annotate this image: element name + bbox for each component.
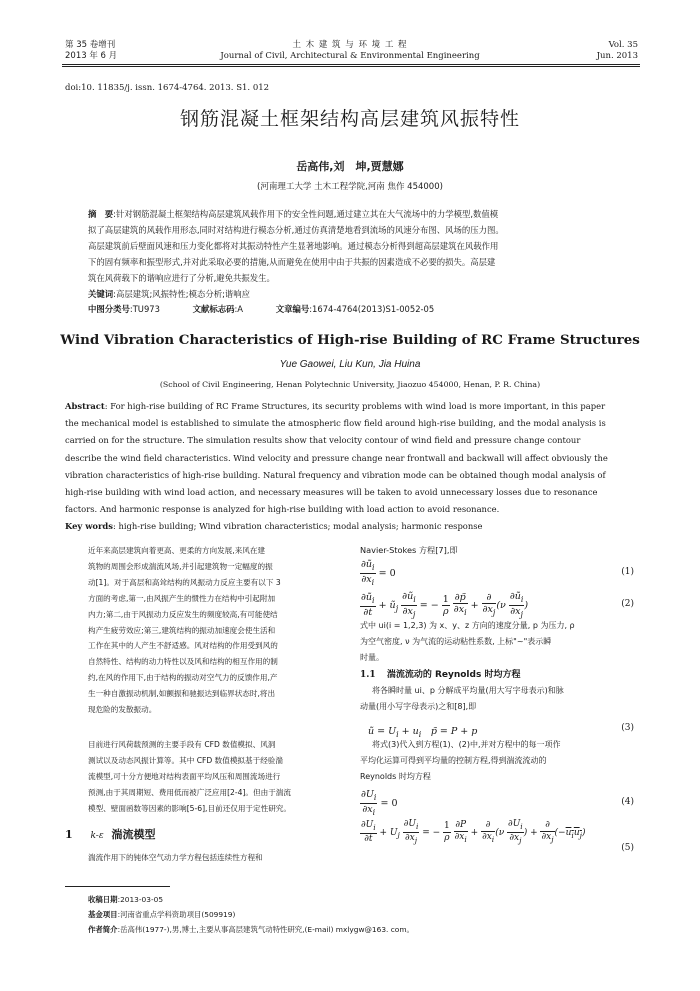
author-bio-label: 作者简介 [88,925,118,934]
intro-line-11: 现危险的发散振动。 [88,705,157,715]
authors-en: Yue Gaowei, Liu Kun, Jia Huina [279,359,421,370]
abstract-en-line-4: describe the wind field characteristics. Wind velocity and pressure change near frontwall and backwall will affect obviously the [65,452,608,463]
classification-line [88,302,616,318]
equation-1: $\frac{\partial ũ_i}{\partial x_i}$ = 0 (1) [361,559,634,587]
received-value: :2013-03-05 [117,895,164,904]
abstract-en-line-6: high-rise building with wind load action, and necessary measures will be taken to avoid unnecessary losses due to resonance [65,487,598,498]
equation-5-number: (5) [621,843,634,853]
header-rule-2 [62,66,640,67]
doc-code-label: 文献标志码 [192,304,235,315]
left-column-methods [88,737,338,817]
abstract-en-line-7: factors. And harmonic response is analyzed for high-rise building with load action to avoid resonance. [65,504,500,515]
equation-1-number: (1) [621,567,634,577]
header-date-zh: 2013 年 6 月 [65,51,118,61]
methods-line-1: 目前进行风荷载预测的主要手段有 CFD 数值模拟、风洞 [88,740,276,749]
keywords-zh-text: :高层建筑;风振特性;模态分析;谐响应 [113,288,251,299]
abstract-zh-line-1: :针对钢筋混凝土框架结构高层建筑风载作用下的安全性问题,通过建立其在大气流场中的力学模型,数值模 [113,209,499,219]
abstract-zh-line-4: 下的固有频率和振型形式,并对此采取必要的措施,从而避免在使用中由于共振的因素造成不必要的损失。高层建 [88,256,496,267]
section-1-title: 湍流模型 [111,828,156,841]
subsection-1-1-text [360,683,634,715]
sub11-line-2: 动量(用小写字母表示)之和[8],即 [360,701,477,711]
header-date-en: Jun. 2013 [596,51,638,61]
article-number-label: 文章编号 [275,304,310,315]
section-1-text: 湍流作用下的钝体空气动力学方程包括连续性方程和 [88,853,263,862]
keywords-en-text: : high-rise building; Wind vibration characteristics; modal analysis; harmonic response [112,521,483,532]
clc-value: :TU973 [129,304,160,315]
section-1-heading [65,826,156,842]
abstract-en-line-3: carried on for the structure. The simulation results show that velocity contour of wind field and pressure change contour [65,435,581,446]
equation-2: $\frac{\partial ũ_i}{\partial t}$ + $ũ_j$ $\frac{\partial ũ_i}{\partial x_j}$ = − $\frac{1}{\rho}$ $\frac{\partial p̃}{\partial x_i}$ + $\frac{\partial}{\partial x_j}$ (ν $\frac{\partial ũ_i}{\partial x_j}$ ) (2) [361,591,634,619]
fund-label: 基金项目 [88,910,118,919]
equation-4-number: (4) [621,797,634,807]
abstract-zh-line-2: 拟了高层建筑的风载作用形态,同时对结构进行模态分析,通过仿真清楚地看到流场的风速分布图、风场的压力图。 [88,224,504,235]
author-bio-value: :岳高伟(1977-),男,博士,主要从事高层建筑气动特性研究,(E-mail) mxlygw@163. com。 [117,925,414,934]
after3-line-2: 平均化运算可得到平均量的控制方程,得到湍流流动的 [360,755,547,765]
abstract-zh-label: 摘 要 [88,209,114,219]
ns-intro: Navier-Stokes 方程[7],即 [360,545,458,555]
after3-line-1: 将式(3)代入到方程(1)、(2)中,并对方程中的每一项作 [372,740,561,749]
header-journal-zh: 土 木 建 筑 与 环 境 工 程 [292,40,408,50]
header-journal-en: Journal of Civil, Architectural & Environmental Engineering [220,51,480,61]
equation-4: $\frac{\partial U_i}{\partial x_i}$ = 0 (4) [361,789,634,817]
right-column [360,543,634,853]
where-line-1: 式中 ui(i = 1,2,3) 为 x、y、z 方向的速度分量, p 为压力, ρ [360,621,575,630]
doc-code-value: :A [234,304,244,315]
intro-line-7: 工作在其中的人产生不舒适感。风对结构的作用受到风的 [88,641,278,651]
intro-line-9: 约,在风的作用下,由于结构的振动对空气力的反馈作用,产 [88,673,278,683]
header-volume-en: Vol. 35 [608,40,638,50]
doi: doi:10. 11835/j. issn. 1674-4764. 2013. S1. 012 [65,83,270,93]
keywords-zh-label: 关键词 [88,288,114,299]
intro-line-6: 构产生疲劳效应;第三,建筑结构的振动加速度会使生活和 [88,625,276,635]
header-rule [62,64,640,65]
methods-line-3: 流模型,可十分方便地对结构表面平均风压和周围流场进行 [88,771,281,781]
where-line-2: 为空气密度, ν 为气流的运动粘性系数, 上标"~"表示瞬 [360,636,552,646]
abstract-en-line-2: the mechanical model is established to simulate the atmospheric flow field around high-rise building, and the modal analysis is [65,418,606,429]
received-label: 收稿日期 [88,895,118,904]
abstract-en-label: Abstract [65,401,105,411]
title-zh: 钢筋混凝土框架结构高层建筑风振特性 [179,108,520,130]
intro-line-3: 动[1]。对于高层和高耸结构的风振动力反应主要有以下 3 [88,577,281,587]
fund-value: :河南省重点学科资助项目(509919) [117,910,236,919]
abstract-en-line-1: : For high-rise building of RC Frame Structures, its security problems with wind load is more important, in this paper [104,401,606,411]
title-en: Wind Vibration Characteristics of High-rise Building of RC Frame Structures [60,332,640,348]
abstract-zh [88,207,616,318]
affiliation-zh: (河南理工大学 土木工程学院,河南 焦作 454000) [257,182,443,192]
left-column-intro [88,543,338,718]
equation-3-number: (3) [621,723,634,733]
equation-3: ũ = $U_i + u_i$ p̃ = P + p (3) [368,723,634,739]
footnote-rule [65,886,170,887]
authors-zh: 岳高伟,刘 坤,贾慧娜 [296,160,404,173]
subsection-1-1-heading [360,667,520,680]
after-eq3-text [360,737,634,785]
where-line-3: 时量。 [360,652,384,662]
clc-label: 中图分类号 [88,304,130,315]
section-1-number: 1 [65,828,73,841]
abstract-en [65,398,633,536]
intro-line-10: 生一种自激振动机制,如颤振和驰振达到临界状态时,将出 [88,689,276,699]
intro-line-2: 筑物的周围会形成湍流风场,并引起建筑物一定幅度的振 [88,561,273,571]
subsection-1-1-title: 湍流流动的 Reynolds 时均方程 [386,670,521,680]
methods-line-4: 预测,由于其周期短、费用低而被广泛应用[2-4]。但由于湍流 [88,787,291,797]
after3-line-3: Reynolds 时均方程 [360,771,431,781]
equation-5: $\frac{\partial U_i}{\partial t}$ + $U_j$ $\frac{\partial U_i}{\partial x_j}$ = − $\frac{1}{\rho}$ $\frac{\partial P}{\partial x_i}$ + $\frac{\partial}{\partial x_i}$ (ν $\frac{\partial U_i}{\partial x_j}$ ) + $\frac{\partial}{\partial x_j}$ $(-u_iu_j)$ (5) [361,819,634,853]
intro-line-8: 自然特性、结构的动力特性以及风和结构的相互作用的制 [88,657,278,667]
affiliation-en: (School of Civil Engineering, Henan Polytechnic University, Jiaozuo 454000, Henan, P. R. China) [159,380,541,389]
intro-line-1: 近年来高层建筑向着更高、更柔的方向发展,来风在建 [88,546,266,555]
intro-line-4: 方面的考虑,第一,由风振产生的惯性力在结构中引起附加 [88,593,276,603]
intro-line-5: 内力;第二,由于风振动力反应发生的频度较高,有可能使结 [88,609,278,619]
footnotes [88,892,608,937]
subsection-1-1-number: 1.1 [360,670,376,680]
methods-line-5: 模型、壁面函数等因素的影响[5-6],目前还仅用于定性研究。 [88,803,291,813]
where-paragraph [360,618,634,666]
abstract-zh-line-5: 筑在风荷载下的谐响应进行了分析,避免共振发生。 [88,272,275,283]
article-number-value: :1674-4764(2013)S1-0052-05 [309,304,435,315]
equation-2-number: (2) [621,599,634,609]
sub11-line-1: 将各瞬时量 ui、p 分解成平均量(用大写字母表示)和脉 [372,686,564,695]
abstract-en-line-5: vibration characteristics of high-rise building. Natural frequency and vibration mode can be obtained though modal analysis of [65,469,606,480]
abstract-zh-line-3: 高层建筑前后壁面风速和压力变化都将对其振动特性产生显著地影响。通过模态分析得到超高层建筑在风载作用 [88,240,499,251]
section-1-model: k-ε [90,831,104,841]
methods-line-2: 测试以及动态风振计算等。其中 CFD 数值模拟基于经验湍 [88,755,283,765]
keywords-en-label: Key words [65,521,113,532]
header-volume-zh: 第 35 卷增刊 [65,40,116,50]
